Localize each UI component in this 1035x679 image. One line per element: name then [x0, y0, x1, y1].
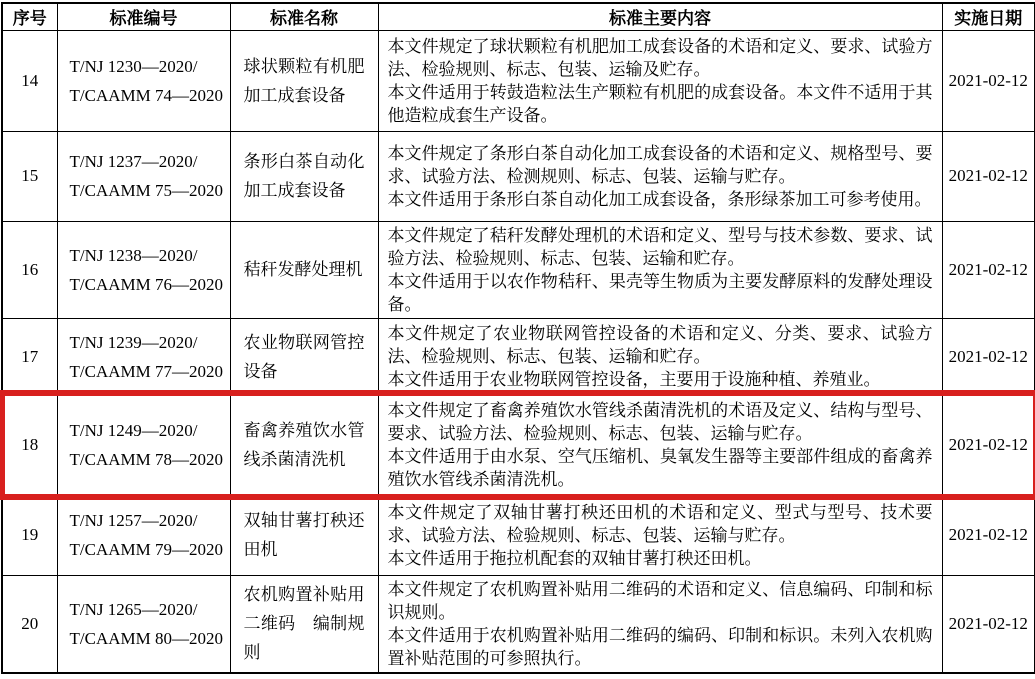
table-row — [2, 30, 1035, 131]
col-header-standard-name: 标准名称 — [230, 3, 378, 30]
cell-implementation-date: 2021-02-12 — [942, 221, 1035, 318]
cell-standard-content — [378, 30, 942, 131]
cell-standard-name: 畜禽养殖饮水管线杀菌清洗机 — [230, 395, 378, 495]
content-scope-paragraph: 本文件规定了球状颗粒有机肥加工成套设备的术语和定义、要求、试验方法、检验规则、标志、包装、运输及贮存。 — [387, 36, 933, 79]
cell-standard-name: 农业物联网管控设备 — [230, 318, 378, 395]
standard-code-line2: T/CAAMM 78—2020 — [69, 450, 223, 469]
content-applicability-paragraph: 本文件适用于转鼓造粒法生产颗粒有机肥的成套设备。本文件不适用于其他造粒成套生产设备。 — [387, 82, 933, 125]
content-scope-paragraph: 本文件规定了条形白茶自动化加工成套设备的术语和定义、规格型号、要求、试验方法、检测规则、标志、包装、运输与贮存。 — [387, 143, 933, 186]
table-row — [2, 495, 1035, 575]
cell-seq-no: 20 — [2, 575, 57, 673]
cell-standard-code — [57, 395, 230, 495]
table-row — [2, 221, 1035, 318]
standard-code-line2: T/CAAMM 80—2020 — [69, 628, 223, 648]
table-row — [2, 131, 1035, 221]
cell-standard-content — [378, 395, 942, 495]
standard-code-line2: T/CAAMM 76—2020 — [69, 274, 223, 294]
content-scope-paragraph: 本文件规定了农机购置补贴用二维码的术语和定义、信息编码、印制和标识规则。 — [387, 579, 933, 622]
content-applicability-paragraph: 本文件适用于以农作物秸秆、果壳等生物质为主要发酵原料的发酵处理设备。 — [387, 271, 933, 314]
cell-standard-name: 球状颗粒有机肥加工成套设备 — [230, 30, 378, 131]
cell-standard-code — [57, 495, 230, 575]
header-row — [2, 3, 1035, 30]
table-row — [2, 575, 1035, 673]
cell-implementation-date: 2021-02-12 — [942, 395, 1035, 495]
standard-code-line1: T/NJ 1249—2020/ — [69, 421, 198, 440]
cell-standard-code — [57, 221, 230, 318]
standard-code-line1: T/NJ 1237—2020/ — [69, 152, 198, 171]
cell-standard-name: 农机购置补贴用二维码 编制规则 — [230, 575, 378, 673]
standard-code-line1: T/NJ 1239—2020/ — [69, 332, 198, 352]
standard-code-line2: T/CAAMM 79—2020 — [69, 540, 223, 559]
standard-code-line2: T/CAAMM 75—2020 — [69, 181, 223, 200]
standard-code-line1: T/NJ 1257—2020/ — [69, 511, 198, 530]
col-header-standard-content: 标准主要内容 — [378, 3, 942, 30]
cell-implementation-date: 2021-02-12 — [942, 495, 1035, 575]
content-scope-paragraph: 本文件规定了农业物联网管控设备的术语和定义、分类、要求、试验方法、检验规则、标志、包装、运输和贮存。 — [387, 324, 933, 366]
col-header-implementation-date: 实施日期 — [942, 3, 1035, 30]
content-scope-paragraph: 本文件规定了秸秆发酵处理机的术语和定义、型号与技术参数、要求、试验方法、检验规则、标志、包装、运输和贮存。 — [387, 225, 933, 268]
content-applicability-paragraph: 本文件适用于条形白茶自动化加工成套设备，条形绿茶加工可参考使用。 — [387, 189, 932, 209]
cell-seq-no: 16 — [2, 221, 57, 318]
table-row-highlighted — [2, 395, 1035, 495]
cell-seq-no: 15 — [2, 131, 57, 221]
cell-standard-name: 条形白茶自动化加工成套设备 — [230, 131, 378, 221]
standard-code-line1: T/NJ 1230—2020/ — [69, 56, 198, 76]
standard-code-line1: T/NJ 1265—2020/ — [69, 599, 198, 619]
cell-standard-code — [57, 318, 230, 395]
cell-standard-content — [378, 131, 942, 221]
cell-standard-code — [57, 131, 230, 221]
standard-code-line2: T/CAAMM 77—2020 — [69, 361, 223, 381]
content-scope-paragraph: 本文件规定了畜禽养殖饮水管线杀菌清洗机的术语及定义、结构与型号、要求、试验方法、检验规则、标志、包装、运输与贮存。 — [387, 401, 933, 443]
cell-standard-code — [57, 575, 230, 673]
col-header-seq-no: 序号 — [2, 3, 57, 30]
cell-standard-code — [57, 30, 230, 131]
cell-seq-no: 14 — [2, 30, 57, 131]
content-scope-paragraph: 本文件规定了双轴甘薯打秧还田机的术语和定义、型式与型号、技术要求、试验方法、检验规则、标志、包装、运输与贮存。 — [387, 502, 933, 545]
table-row — [2, 318, 1035, 395]
content-applicability-paragraph: 本文件适用于拖拉机配套的双轴甘薯打秧还田机。 — [387, 548, 762, 568]
standard-code-line2: T/CAAMM 74—2020 — [69, 85, 223, 105]
cell-seq-no: 18 — [2, 395, 57, 495]
content-applicability-paragraph: 本文件适用于农机购置补贴用二维码的编码、印制和标识。未列入农机购置补贴范围的可参照执行。 — [387, 625, 933, 668]
cell-implementation-date: 2021-02-12 — [942, 131, 1035, 221]
cell-implementation-date: 2021-02-12 — [942, 318, 1035, 395]
standards-table — [1, 2, 1035, 674]
cell-standard-content — [378, 318, 942, 395]
cell-implementation-date: 2021-02-12 — [942, 30, 1035, 131]
cell-seq-no: 19 — [2, 495, 57, 575]
standard-code-line1: T/NJ 1238—2020/ — [69, 245, 198, 265]
cell-seq-no: 17 — [2, 318, 57, 395]
standards-table-container — [1, 2, 1034, 674]
content-applicability-paragraph: 本文件适用于由水泵、空气压缩机、臭氧发生器等主要部件组成的畜禽养殖饮水管线杀菌清洗机。 — [387, 447, 933, 489]
col-header-standard-code: 标准编号 — [57, 3, 230, 30]
content-applicability-paragraph: 本文件适用于农业物联网管控设备，主要用于设施种植、养殖业。 — [387, 370, 881, 389]
cell-standard-name: 双轴甘薯打秧还田机 — [230, 495, 378, 575]
cell-implementation-date: 2021-02-12 — [942, 575, 1035, 673]
cell-standard-content — [378, 495, 942, 575]
cell-standard-content — [378, 221, 942, 318]
cell-standard-content — [378, 575, 942, 673]
cell-standard-name: 秸秆发酵处理机 — [230, 221, 378, 318]
